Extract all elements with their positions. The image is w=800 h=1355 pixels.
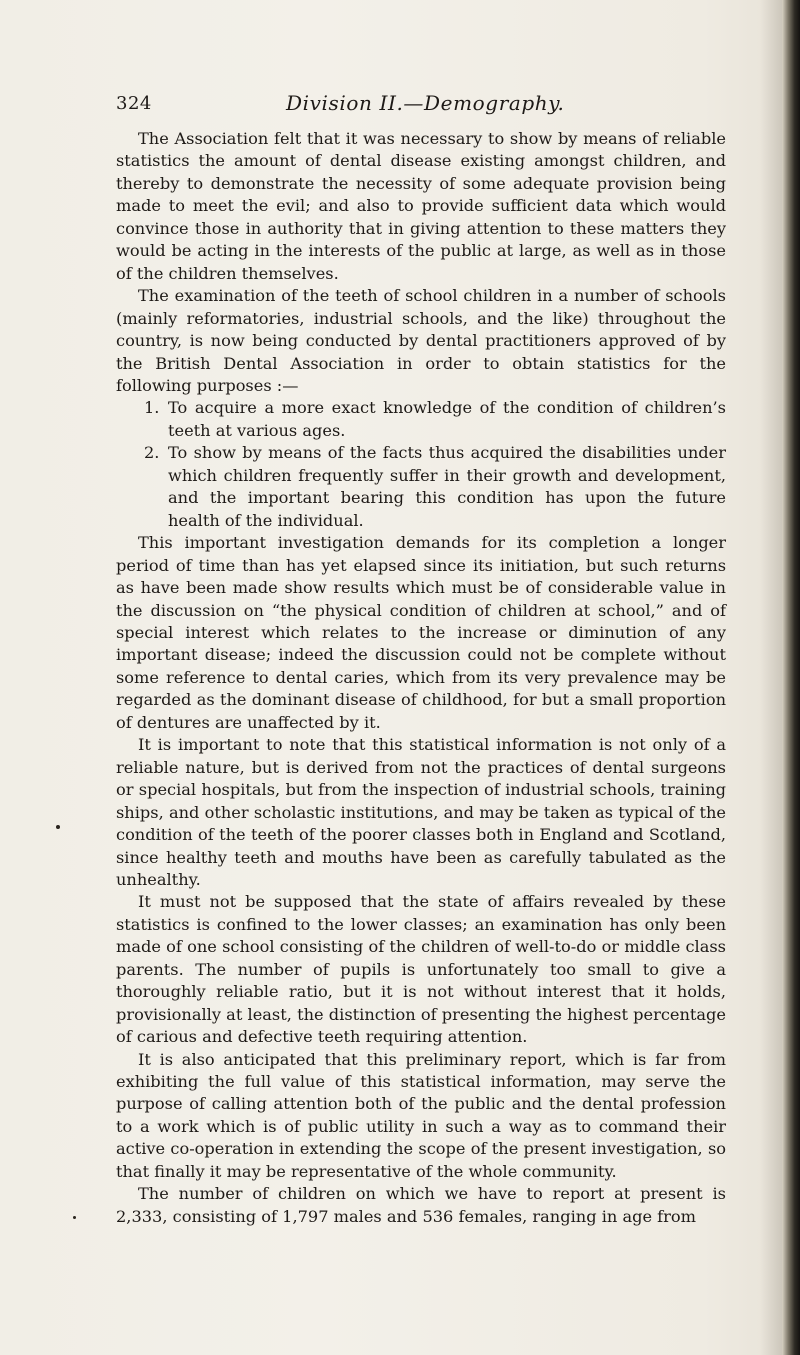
paragraph: It is also anticipated that this preliminary report, which is far from exhibiting the full value of this statistical information, may serve the purpose of calling attention both of the public and the dental profession to a work which is of public utility in such a way as to command their active co-operation in extending the scope of the present investigation, so that finally it may be representative of the whole community. — [116, 1049, 726, 1181]
paragraph: The number of children on which we have to report at present is 2,333, consisting of 1,797 males and 536 females, ranging in age from — [116, 1184, 726, 1226]
paragraph: It is important to note that this statistical information is not only of a reliable nature, but is derived from not the practices of dental surgeons or special hospitals, but from the inspection of industrial schools, training ships, and other scholastic institutions, and may be taken as typical of the condition of the teeth of the poorer classes both in England and Scotland, since healthy teeth and mouths have been as carefully tabulated as the unhealthy. — [116, 735, 726, 889]
page-number: 324 — [116, 93, 152, 114]
paragraph: The Association felt that it was necessary to show by means of reliable statistics the amount of dental disease existing amongst children, and thereby to demonstrate the necessity of some adequate provision being made to meet the evil; and also to provide sufficient data which would convince those in authority that in giving attention to these matters they would be acting in the interests of the public at large, as well as in those of the children themselves. — [116, 129, 726, 283]
paragraph: It must not be supposed that the state of affairs revealed by these statistics is confined to the lower classes; an examination has only been made of one school consisting of the children of well-to-do or middle class parents. The number of pupils is unfortunately too small to give a thoroughly reliable ratio, but it is not without interest that it holds, provisionally at least, the distinction of presenting the highest percentage of carious and defective teeth requiring attention. — [116, 892, 726, 1047]
body-text — [116, 128, 726, 1228]
ink-speck — [73, 1216, 76, 1219]
paragraph: The examination of the teeth of school children in a number of schools (mainly reformatories, industrial schools, and the like) throughout the country, is now being conducted by dental practitioners approved of by the British Dental Association in order to obtain statistics for the following purposes :— — [116, 286, 726, 395]
list-item-number: 1. — [144, 398, 160, 418]
list-item-text: To acquire a more exact knowledge of the condition of children’s teeth at various ages. — [168, 398, 726, 440]
page-header — [116, 89, 726, 121]
list-item — [116, 397, 726, 442]
list-item-number: 2. — [144, 443, 160, 463]
binding-shadow — [760, 0, 782, 1355]
list-item-text: To show by means of the facts thus acquired the disabilities under which children frequently suffer in their growth and development, and the important bearing this condition has upon the future health of the individual. — [168, 443, 726, 530]
ink-speck — [56, 825, 60, 829]
list-item — [116, 442, 726, 532]
running-title: Division II.—Demography. — [286, 91, 565, 115]
paragraph: This important investigation demands for its completion a longer period of time than has yet elapsed since its initiation, but such returns as have been made show results which must be of considerable value in the discussion on “the physical condition of children at school,” and of special interest which relates to the increase or diminution of any important disease; indeed the discussion could not be complete without some reference to dental caries, which from its very prevalence may be regarded as the dominant disease of childhood, for but a small proportion of dentures are unaffected by it. — [116, 533, 726, 732]
book-binding-edge — [782, 0, 800, 1355]
